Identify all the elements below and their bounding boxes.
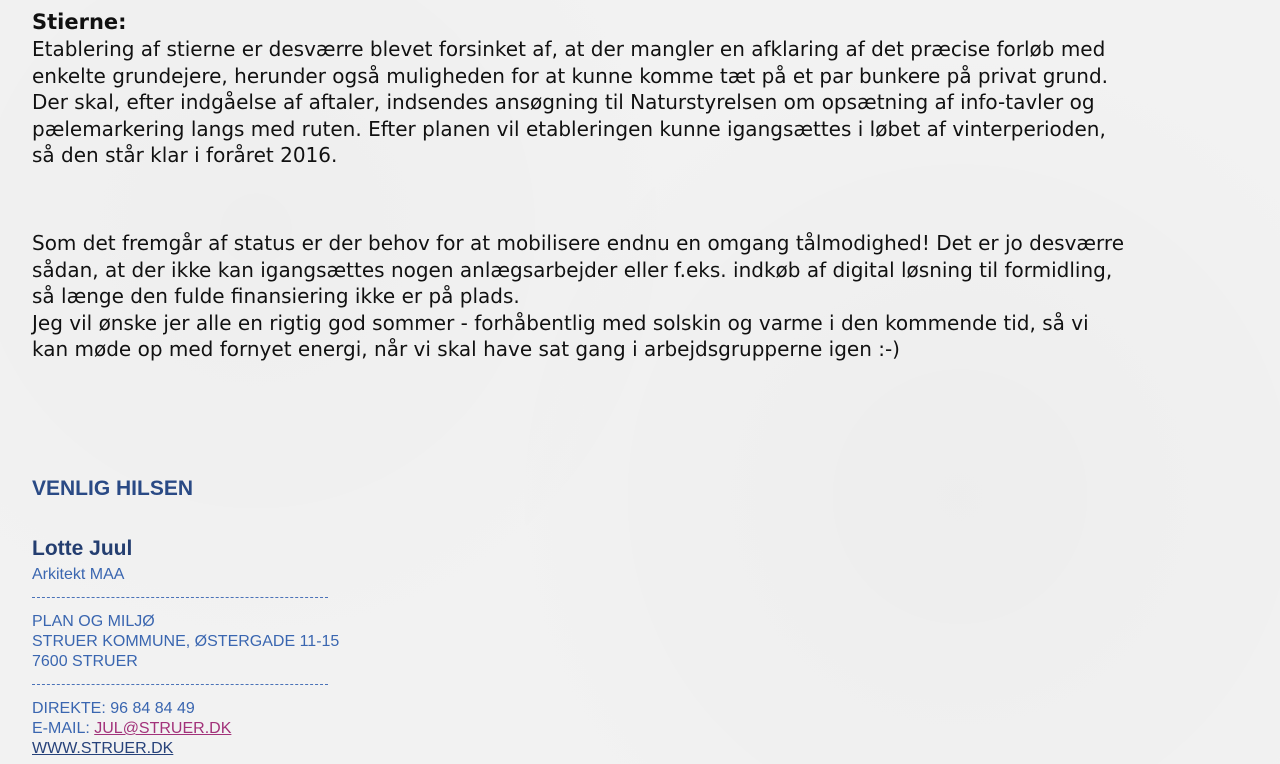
text-line: pælemarkering langs med ruten. Efter planen vil etableringen kunne igangsættes i løbet af vinterperioden, — [32, 116, 1106, 141]
signature-website-row — [32, 739, 173, 759]
signature-address: STRUER KOMMUNE, ØSTERGADE 11-15 — [32, 633, 340, 650]
text-line: kan møde op med fornyet energi, når vi skal have sat gang i arbejdsgrupperne igen :-) — [32, 337, 900, 361]
email-link[interactable]: JUL@STRUER.DK — [94, 720, 232, 737]
signature-name: Lotte Juul — [32, 537, 133, 560]
paragraph-closing — [32, 230, 1124, 363]
email-label: E-MAIL: — [32, 720, 95, 737]
text-line: Etablering af stierne er desværre blevet forsinket af, at der mangler en afklaring af det præcise forløb med — [32, 37, 1106, 61]
signature-email-row — [32, 719, 231, 739]
text-line: enkelte grundejere, herunder også muligheden for at kunne komme tæt på et par bunkere på privat grund. — [32, 63, 1109, 88]
signature-divider — [32, 597, 328, 598]
signature-title: Arkitekt MAA — [32, 566, 125, 583]
signature-city: 7600 STRUER — [32, 653, 138, 670]
text-line: så den står klar i foråret 2016. — [32, 143, 338, 167]
signature-phone: DIREKTE: 96 84 84 49 — [32, 700, 195, 717]
section-heading: Stierne: — [32, 10, 127, 34]
signature-divider — [32, 684, 328, 685]
website-link[interactable]: WWW.STRUER.DK — [32, 740, 174, 757]
text-line: så længe den fulde finansiering ikke er på plads. — [32, 284, 520, 308]
paragraph-paths-status — [32, 36, 1108, 169]
text-line: Der skal, efter indgåelse af aftaler, indsendes ansøgning til Naturstyrelsen om opsætning af info-tavler og — [32, 90, 1095, 114]
signature-department: PLAN OG MILJØ — [32, 613, 155, 630]
text-line: Jeg vil ønske jer alle en rigtig god sommer - forhåbentlig med solskin og varme i den kommende tid, så vi — [32, 310, 1089, 335]
signature-greeting: VENLIG HILSEN — [32, 477, 194, 500]
text-line: Som det fremgår af status er der behov for at mobilisere endnu en omgang tålmodighed! Det er jo desværre — [32, 231, 1125, 255]
text-line: sådan, at der ikke kan igangsættes nogen anlægsarbejder eller f.eks. indkøb af digital løsning til formidling, — [32, 257, 1113, 282]
